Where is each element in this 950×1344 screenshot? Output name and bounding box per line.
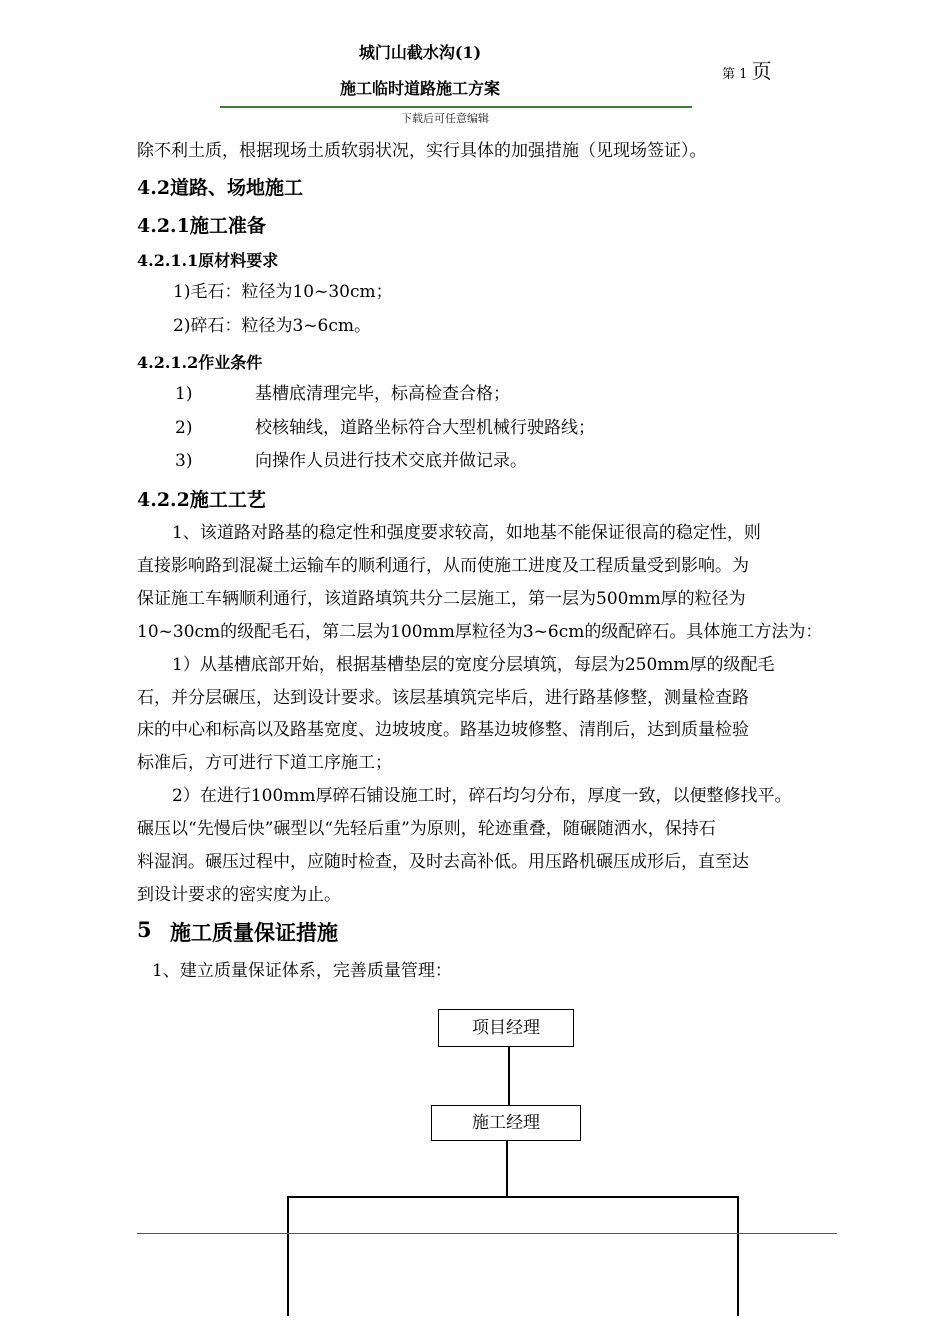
material-item-2: 2)碎石：粒径为3~6cm。 bbox=[173, 316, 371, 336]
section-4-2-heading: 4.2道路、场地施工 bbox=[137, 177, 304, 199]
org-branch-left bbox=[287, 1196, 289, 1316]
org-branch-line bbox=[288, 1196, 738, 1198]
condition-3-number: 3) bbox=[175, 451, 193, 471]
document-title: 城门山截水沟(1) bbox=[358, 43, 482, 62]
para2-line3: 床的中心和标高以及路基宽度、边坡坡度。路基边坡修整、清削后，达到质量检验 bbox=[137, 720, 749, 740]
page-number bbox=[722, 55, 772, 84]
condition-1-text: 基槽底清理完毕，标高检查合格； bbox=[255, 384, 510, 404]
para1-line1: 1、该道路对路基的稳定性和强度要求较高，如地基不能保证很高的稳定性，则 bbox=[172, 523, 761, 543]
para1-line3: 保证施工车辆顺利通行，该道路填筑共分二层施工，第一层为500mm厚的粒径为 bbox=[137, 589, 746, 609]
section-5-number: 5 bbox=[137, 917, 152, 942]
para2-line1: 1）从基槽底部开始，根据基槽垫层的宽度分层填筑，每层为250mm厚的级配毛 bbox=[172, 655, 775, 675]
page-bottom-rule bbox=[137, 1233, 837, 1234]
section-4-2-2-heading: 4.2.2施工工艺 bbox=[137, 489, 266, 511]
org-box-construction-manager: 施工经理 bbox=[431, 1105, 581, 1141]
org-connector-1 bbox=[508, 1047, 510, 1105]
para3-line3: 料湿润。碾压过程中，应随时检查，及时去高补低。用压路机碾压成形后，直至达 bbox=[137, 852, 749, 872]
page-prefix: 第 bbox=[722, 67, 736, 82]
para1-line2: 直接影响路到混凝土运输车的顺利通行，从而使施工进度及工程质量受到影响。为 bbox=[137, 556, 749, 576]
edit-note: 下载后可任意编辑 bbox=[401, 112, 489, 125]
intro-text: 除不利土质，根据现场土质软弱状况，实行具体的加强措施（见现场签证）。 bbox=[137, 141, 707, 161]
org-branch-right bbox=[737, 1196, 739, 1316]
section-4-2-1-2-heading: 4.2.1.2作业条件 bbox=[137, 353, 263, 372]
condition-2-text: 校核轴线，道路坐标符合大型机械行驶路线； bbox=[255, 418, 595, 438]
para3-line2: 碾压以“先慢后快”碾型以“先轻后重”为原则，轮迹重叠，随碾随洒水，保持石 bbox=[137, 819, 716, 839]
page-number-value: 1 bbox=[739, 67, 748, 82]
condition-3-text: 向操作人员进行技术交底并做记录。 bbox=[255, 451, 527, 471]
section-5-heading: 施工质量保证措施 bbox=[170, 920, 338, 945]
section-5-item-1: 1、建立质量保证体系，完善质量管理： bbox=[152, 961, 452, 981]
header-divider bbox=[220, 106, 692, 108]
para2-line2: 石，并分层碾压，达到设计要求。该层基填筑完毕后，进行路基修整，测量检查路 bbox=[137, 688, 749, 708]
document-subtitle: 施工临时道路施工方案 bbox=[339, 79, 500, 98]
page-suffix: 页 bbox=[751, 59, 772, 83]
condition-2-number: 2) bbox=[175, 418, 193, 438]
section-4-2-1-1-heading: 4.2.1.1原材料要求 bbox=[137, 251, 279, 270]
para3-line1: 2）在进行100mm厚碎石铺设施工时，碎石均匀分布，厚度一致，以便整修找平。 bbox=[172, 786, 792, 806]
para1-line4: 10~30cm的级配毛石，第二层为100mm厚粒径为3~6cm的级配碎石。具体施工方法为： bbox=[137, 622, 823, 642]
para3-line4: 到设计要求的密实度为止。 bbox=[137, 885, 341, 905]
para2-line4: 标准后，方可进行下道工序施工； bbox=[137, 753, 392, 773]
material-item-1: 1)毛石：粒径为10~30cm； bbox=[173, 282, 393, 302]
org-box-project-manager: 项目经理 bbox=[438, 1009, 574, 1047]
section-4-2-1-heading: 4.2.1施工准备 bbox=[137, 215, 266, 237]
condition-1-number: 1) bbox=[175, 384, 193, 404]
org-connector-2 bbox=[506, 1141, 508, 1197]
